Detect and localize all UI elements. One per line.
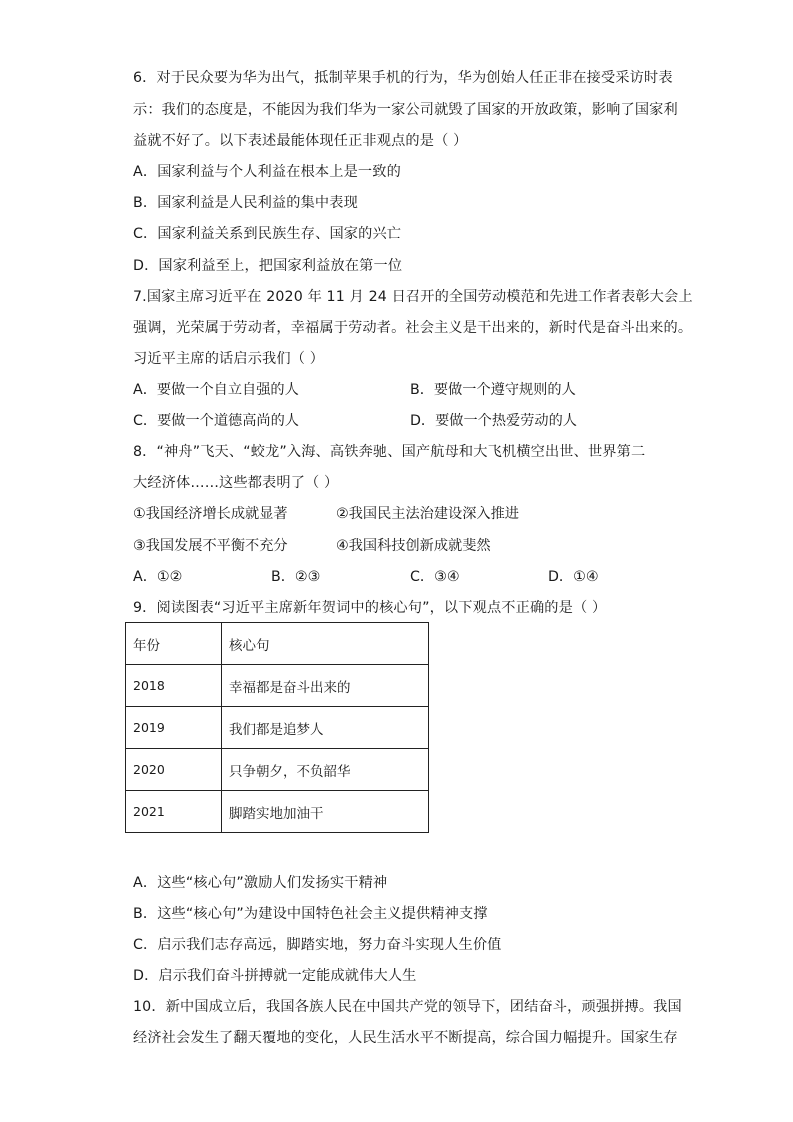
q9-option-c: C．启示我们志存高远，脚踏实地，努力奋斗实现人生价值 [133,937,502,953]
table-row [126,665,429,707]
q8-item-3: ③我国发展不平衡不充分 [133,538,288,554]
q9-stem: 9．阅读图表“习近平主席新年贺词中的核心句”，以下观点不正确的是（ ） [133,600,607,616]
q7-stem-line-1: 7.国家主席习近平在 2020 年 11 月 24 日召开的全国劳动模范和先进工作者表彰大会上 [133,289,693,305]
q6-stem-line-2: 示：我们的态度是，不能因为我们华为一家公司就毁了国家的开放政策，影响了国家利 [133,102,678,118]
q8-item-2: ②我国民主法治建设深入推进 [336,506,519,522]
q7-option-d: D．要做一个热爱劳动的人 [410,413,577,429]
q8-option-a: A．①② [133,569,183,585]
q8-option-b: B．②③ [271,569,321,585]
q9-option-b: B．这些“核心句”为建设中国特色社会主义提供精神支撑 [133,906,488,922]
q8-stem-line-1: 8．“神舟”飞天、“蛟龙”入海、高铁奔驰、国产航母和大飞机横空出世、世界第二 [133,444,646,460]
q8-item-1: ①我国经济增长成就显著 [133,506,288,522]
table-cell-year: 2020 [126,749,222,791]
q8-option-d: D．①④ [548,569,599,585]
table-cell-year: 2018 [126,665,222,707]
core-sentence-table [125,622,429,833]
table-cell-sentence: 只争朝夕，不负韶华 [222,749,429,791]
q6-stem-line-3: 益就不好了。以下表述最能体现任正非观点的是（ ） [133,133,468,149]
q7-stem-line-3: 习近平主席的话启示我们（ ） [133,351,325,367]
q9-option-a: A．这些“核心句”激励人们发扬实干精神 [133,875,388,891]
q7-stem-line-2: 强调，光荣属于劳动者，幸福属于劳动者。社会主义是干出来的，新时代是奋斗出来的。 [133,320,693,336]
q10-stem-line-2: 经济社会发生了翻天覆地的变化，人民生活水平不断提高，综合国力幅提升。国家生存 [133,1030,678,1046]
q8-item-4: ④我国科技创新成就斐然 [336,538,491,554]
table-row [126,707,429,749]
table-row [126,791,429,833]
table-cell-year: 2021 [126,791,222,833]
table-header-row [126,623,429,665]
q8-option-c: C．③④ [410,569,460,585]
table-cell-year: 2019 [126,707,222,749]
q6-stem-line-1: 6．对于民众要为华为出气，抵制苹果手机的行为，华为创始人任正非在接受采访时表 [133,70,673,86]
table-header-sentence: 核心句 [222,623,429,665]
table-cell-sentence: 我们都是追梦人 [222,707,429,749]
q10-stem-line-1: 10．新中国成立后，我国各族人民在中国共产党的领导下，团结奋斗，顽强拼搏。我国 [133,999,682,1015]
table-cell-sentence: 脚踏实地加油干 [222,791,429,833]
table-header-year: 年份 [126,623,222,665]
q7-option-c: C．要做一个道德高尚的人 [133,413,299,429]
q6-option-b: B．国家利益是人民利益的集中表现 [133,195,358,211]
table-cell-sentence: 幸福都是奋斗出来的 [222,665,429,707]
q7-option-a: A．要做一个自立自强的人 [133,382,299,398]
q6-option-c: C．国家利益关系到民族生存、国家的兴亡 [133,226,402,242]
q6-option-d: D．国家利益至上，把国家利益放在第一位 [133,258,403,274]
q9-option-d: D．启示我们奋斗拼搏就一定能成就伟大人生 [133,968,417,984]
table-row [126,749,429,791]
q8-stem-line-2: 大经济体……这些都表明了（ ） [133,475,339,491]
q7-option-b: B．要做一个遵守规则的人 [410,382,576,398]
q6-option-a: A．国家利益与个人利益在根本上是一致的 [133,164,401,180]
